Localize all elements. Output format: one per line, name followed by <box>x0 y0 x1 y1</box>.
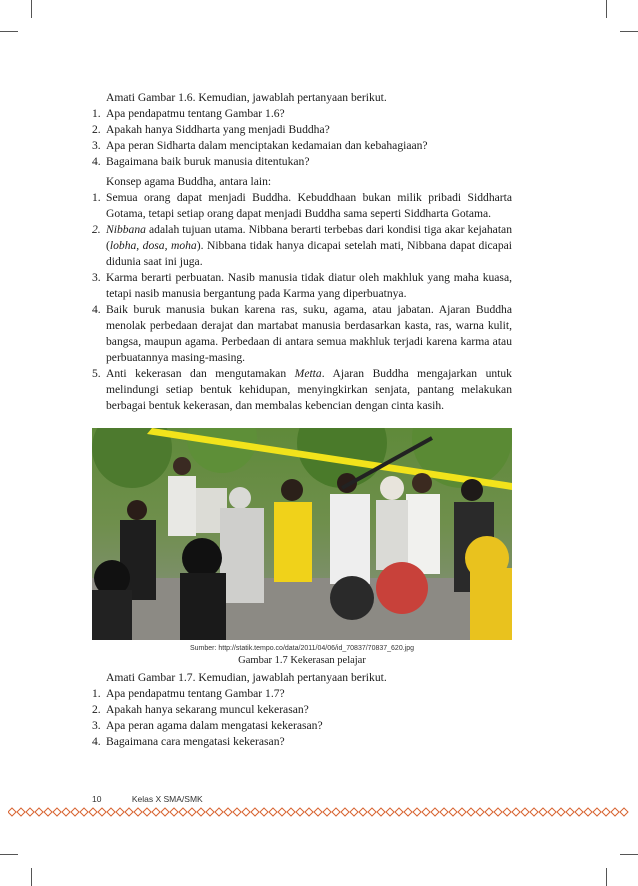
item-number: 1. <box>92 107 101 120</box>
border-diamond <box>566 808 574 816</box>
item-text: Baik buruk manusia bukan karena ras, suku, agama, atau jabatan. Ajaran Buddha menolak perbedaan derajat dan martabat manusia berdasarkan kasta, ras, warna kulit, bangsa, maupun agama. Perbedaan di antara semua makhluk terjadi karena karma atau perbuatannya masing-masing. <box>106 303 512 364</box>
border-diamond <box>611 808 619 816</box>
border-diamond <box>314 808 322 816</box>
item-text: Apa pendapatmu tentang Gambar 1.7? <box>106 687 285 700</box>
item-text: Bagaimana baik buruk manusia ditentukan? <box>106 155 310 168</box>
item-text: Apa peran agama dalam mengatasi kekerasan? <box>106 719 323 732</box>
list-item <box>92 302 512 366</box>
border-diamond <box>152 808 160 816</box>
item-text: Apakah hanya Siddharta yang menjadi Buddha? <box>106 123 330 136</box>
border-diamond <box>431 808 439 816</box>
figure-photo <box>92 428 512 640</box>
item-number: 4. <box>92 303 101 316</box>
item-number: 3. <box>92 139 101 152</box>
list-item <box>92 734 512 750</box>
item-emphasis: Nibbana <box>106 223 146 236</box>
crop-mark <box>620 31 638 32</box>
section-konsep-buddha <box>92 174 512 414</box>
border-diamond <box>323 808 331 816</box>
item-text: ). Nibbana tidak hanya dicapai setelah mati, Nibbana dapat dicapai didunia saat ini juga. <box>106 239 512 268</box>
item-number: 4. <box>92 155 101 168</box>
border-diamond <box>503 808 511 816</box>
border-diamond <box>557 808 565 816</box>
border-diamond <box>602 808 610 816</box>
item-emphasis: lobha, dosa, moha <box>109 239 197 252</box>
item-number: 2. <box>92 223 101 236</box>
list-item <box>92 270 512 302</box>
page-number: 10 <box>92 794 102 804</box>
border-diamond <box>179 808 187 816</box>
list-item <box>92 154 512 170</box>
concept-list <box>92 190 512 414</box>
item-text: Bagaimana cara mengatasi kekerasan? <box>106 735 285 748</box>
border-diamond <box>53 808 61 816</box>
page-footer <box>92 794 203 804</box>
item-text: Apakah hanya sekarang muncul kekerasan? <box>106 703 309 716</box>
border-diamond <box>593 808 601 816</box>
border-diamond <box>206 808 214 816</box>
item-text: . Ajaran Buddha mengajarkan untuk melindungi setiap bentuk kehidupan, menyingkirkan senjata, pantang melakukan berbagai bentuk kekerasan, dan membalas kebencian dengan cinta kasih. <box>106 367 512 412</box>
border-diamond <box>161 808 169 816</box>
item-text: Karma berarti perbuatan. Nasib manusia tidak diatur oleh makhluk yang maha kuasa, tetapi nasib manusia bergantung pada Karma yang diperbuatnya. <box>106 271 512 300</box>
border-diamond <box>494 808 502 816</box>
border-diamond <box>467 808 475 816</box>
item-number: 4. <box>92 735 101 748</box>
border-diamond <box>242 808 250 816</box>
border-diamond <box>440 808 448 816</box>
item-number: 1. <box>92 191 101 204</box>
item-number: 3. <box>92 271 101 284</box>
crop-mark <box>606 868 607 886</box>
border-diamond <box>17 808 25 816</box>
border-diamond <box>332 808 340 816</box>
border-diamond <box>197 808 205 816</box>
border-diamond <box>296 808 304 816</box>
border-diamond <box>620 808 628 816</box>
border-diamond <box>404 808 412 816</box>
item-text: Apa peran Sidharta dalam menciptakan kedamaian dan kebahagiaan? <box>106 139 428 152</box>
crop-mark <box>31 868 32 886</box>
question-list <box>92 686 512 750</box>
item-text: Apa pendapatmu tentang Gambar 1.6? <box>106 107 285 120</box>
list-item <box>92 718 512 734</box>
border-diamond <box>35 808 43 816</box>
item-text: Anti kekerasan dan mengutamakan <box>106 367 295 380</box>
border-diamond <box>458 808 466 816</box>
border-diamond <box>62 808 70 816</box>
border-diamond <box>188 808 196 816</box>
question-list <box>92 106 512 170</box>
border-diamond <box>476 808 484 816</box>
figure-caption: Gambar 1.7 Kekerasan pelajar <box>238 655 366 666</box>
item-number: 1. <box>92 687 101 700</box>
border-diamond <box>386 808 394 816</box>
border-diamond <box>80 808 88 816</box>
border-diamond <box>44 808 52 816</box>
crop-mark <box>620 854 638 855</box>
border-diamond <box>422 808 430 816</box>
item-number: 2. <box>92 123 101 136</box>
crop-mark <box>0 31 18 32</box>
figure-source: Sumber: http://statik.tempo.co/data/2011/04/06/id_70837/70837_620.jpg <box>189 645 415 652</box>
border-diamond <box>539 808 547 816</box>
section-gambar-1-7 <box>92 670 512 750</box>
crop-mark <box>31 0 32 18</box>
border-diamond <box>575 808 583 816</box>
border-diamond <box>116 808 124 816</box>
intro-text: Amati Gambar 1.6. Kemudian, jawablah pertanyaan berikut. <box>106 91 387 104</box>
border-diamond <box>260 808 268 816</box>
border-diamond <box>305 808 313 816</box>
list-item <box>92 222 512 270</box>
border-diamond <box>125 808 133 816</box>
item-text: adalah tujuan utama. Nibbana berarti terbebas dari kondisi tiga akar kejahatan ( <box>106 223 512 252</box>
border-diamond <box>170 808 178 816</box>
border-diamond <box>395 808 403 816</box>
section-gambar-1-6 <box>92 90 512 170</box>
book-title: Kelas X SMA/SMK <box>131 794 203 804</box>
item-number: 3. <box>92 719 101 732</box>
border-diamond <box>359 808 367 816</box>
border-diamond <box>512 808 520 816</box>
list-item <box>92 686 512 702</box>
border-diamond <box>584 808 592 816</box>
border-diamond <box>278 808 286 816</box>
border-diamond <box>287 808 295 816</box>
border-diamond <box>233 808 241 816</box>
border-diamond <box>215 808 223 816</box>
list-item <box>92 138 512 154</box>
border-diamond <box>26 808 34 816</box>
item-number: 5. <box>92 367 101 380</box>
border-diamond <box>350 808 358 816</box>
border-diamond <box>224 808 232 816</box>
crop-mark <box>606 0 607 18</box>
border-diamond <box>134 808 142 816</box>
list-item <box>92 366 512 414</box>
border-diamond <box>251 808 259 816</box>
item-number: 2. <box>92 703 101 716</box>
intro-text: Konsep agama Buddha, antara lain: <box>106 175 272 188</box>
border-diamond <box>89 808 97 816</box>
list-item <box>92 106 512 122</box>
border-diamond <box>377 808 385 816</box>
border-diamond <box>71 808 79 816</box>
border-diamond <box>521 808 529 816</box>
list-item <box>92 702 512 718</box>
border-diamond <box>449 808 457 816</box>
border-diamond <box>143 808 151 816</box>
border-diamond <box>530 808 538 816</box>
item-text: Semua orang dapat menjadi Buddha. Kebuddhaan bukan milik pribadi Siddharta Gotama, tetapi setiap orang dapat menjadi Buddha sama seperti Siddharta Gotama. <box>106 191 512 220</box>
student-violence-photo <box>92 428 512 640</box>
list-item <box>92 122 512 138</box>
intro-text: Amati Gambar 1.7. Kemudian, jawablah pertanyaan berikut. <box>106 671 387 684</box>
border-diamond <box>413 808 421 816</box>
crop-mark <box>0 854 18 855</box>
border-diamond <box>341 808 349 816</box>
border-diamond <box>8 808 16 816</box>
item-emphasis: Metta <box>294 367 322 380</box>
border-diamond <box>269 808 277 816</box>
list-item <box>92 190 512 222</box>
border-diamond <box>98 808 106 816</box>
border-diamond <box>485 808 493 816</box>
decorative-border <box>8 806 630 818</box>
border-diamond <box>548 808 556 816</box>
border-diamond <box>368 808 376 816</box>
border-diamond <box>107 808 115 816</box>
